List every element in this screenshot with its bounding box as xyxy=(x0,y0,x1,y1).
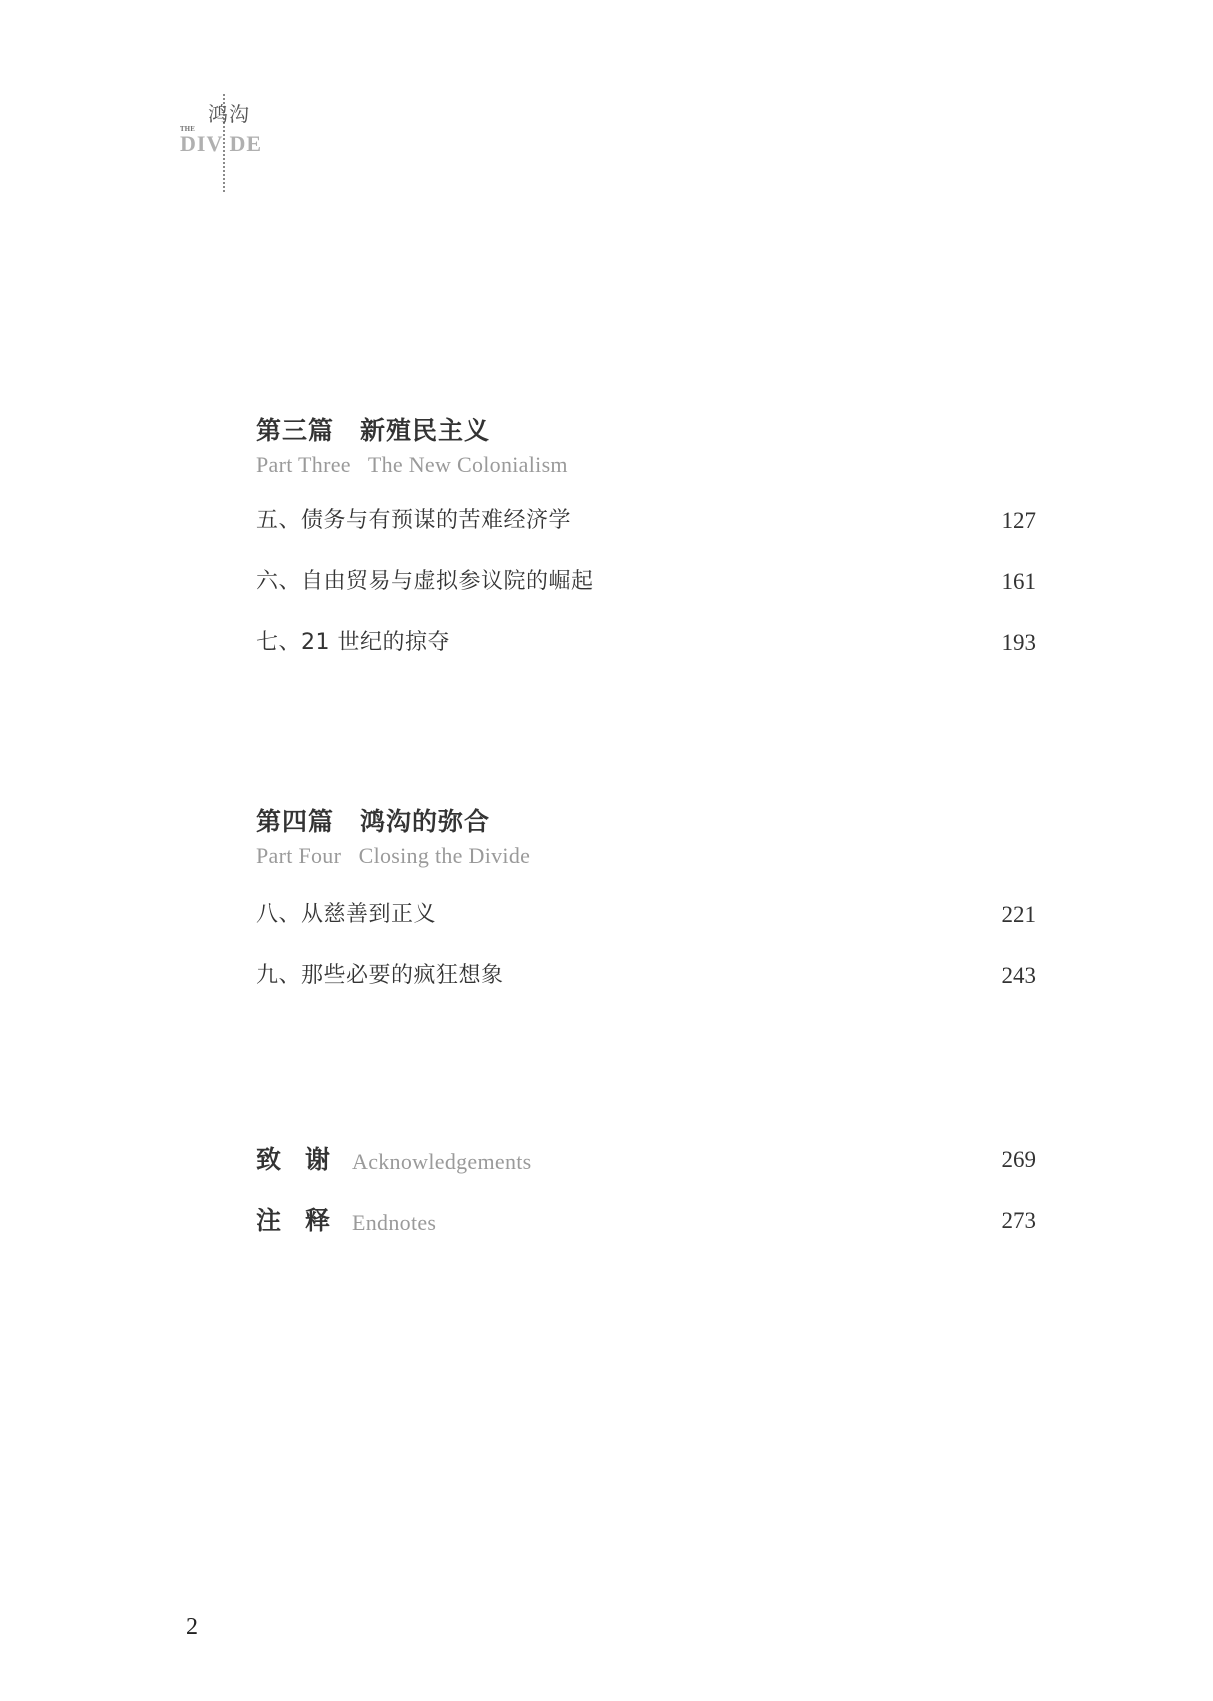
toc-entry[interactable] xyxy=(256,504,1036,538)
logo-english-title: DIV DE xyxy=(180,131,263,156)
toc-entry-label: 八、从慈善到正义 xyxy=(256,902,437,927)
part-title: 第四篇 鸿沟的弥合 xyxy=(256,807,491,836)
toc-entry-label: 九、那些必要的疯狂想象 xyxy=(256,963,504,988)
toc-entry-label: 六、自由贸易与虚拟参议院的崛起 xyxy=(256,569,594,594)
toc-entry-page: 127 xyxy=(1001,508,1036,533)
end-matter-chinese-label: 注释 xyxy=(256,1206,355,1235)
end-matter-chinese-label: 致谢 xyxy=(256,1145,355,1174)
logo-the-label: THE xyxy=(180,126,195,133)
logo-chinese-title: 鸿沟 xyxy=(208,102,250,126)
end-matter-english-label: Acknowledgements xyxy=(352,1149,532,1174)
toc-entry[interactable] xyxy=(256,959,1036,993)
toc-entry-label: 五、债务与有预谋的苦难经济学 xyxy=(256,508,572,533)
toc-entry[interactable] xyxy=(256,565,1036,599)
book-logo xyxy=(180,94,270,194)
toc-entry-page: 269 xyxy=(1001,1147,1036,1172)
toc-entry-page: 161 xyxy=(1001,569,1036,594)
page-number: 2 xyxy=(186,1614,198,1640)
toc-entry-acknowledgements[interactable] xyxy=(256,1140,1036,1180)
part-four-heading xyxy=(256,805,530,871)
toc-entry-page: 243 xyxy=(1001,963,1036,988)
toc-entry-label: 七、21 世纪的掠夺 xyxy=(256,630,450,655)
toc-entry-page: 273 xyxy=(1001,1208,1036,1233)
toc-entry[interactable] xyxy=(256,626,1036,660)
part-subtitle: Part Three The New Colonialism xyxy=(256,452,568,477)
toc-entry-page: 221 xyxy=(1001,902,1036,927)
end-matter-english-label: Endnotes xyxy=(352,1210,437,1235)
toc-entry-endnotes[interactable] xyxy=(256,1201,1036,1241)
part-three-heading xyxy=(256,414,568,480)
toc-entry[interactable] xyxy=(256,898,1036,932)
part-subtitle: Part Four Closing the Divide xyxy=(256,843,531,868)
part-title: 第三篇 新殖民主义 xyxy=(256,416,491,445)
toc-entry-page: 193 xyxy=(1001,630,1036,655)
